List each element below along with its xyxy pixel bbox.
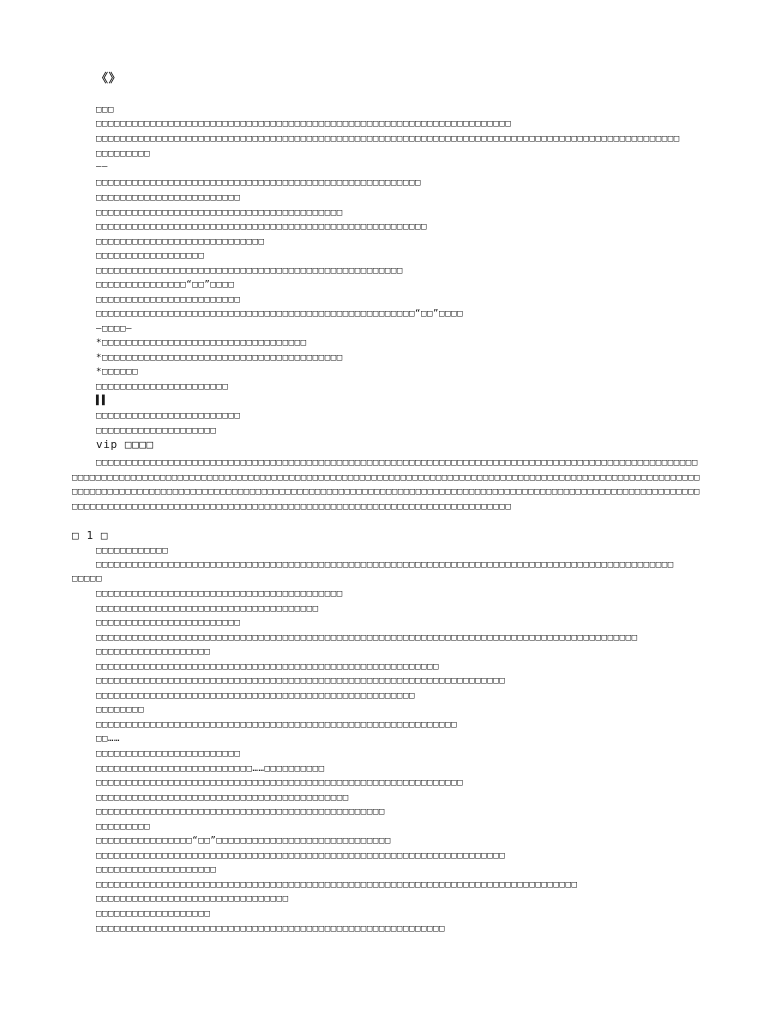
text-line: □□□□□□□□□□□□□□□□□□□□□□□□ — [96, 411, 241, 421]
header-mark: 《》 — [96, 71, 122, 85]
section-c-mark: ▌▌ — [96, 396, 109, 406]
dash-line: —— — [96, 162, 109, 172]
text-line: □□□□□□□□□□□□□□□□□□□□□□□□□□□□□□□□□□□□□□□□□□□□□□□□□□□□□□□□□□□□□□□□□□□□□□□□□□□□□□□□□□□□□□□□□□□□□□□□□□□□ — [96, 458, 698, 468]
text-line: □□□□□□□□□□□□□□□□□□□□□□□□ — [96, 193, 241, 203]
text-line: □□□□□ — [72, 574, 103, 584]
text-line: □□□□□□□□□ — [96, 822, 151, 832]
text-line: □□□□□□□□□□□□□□□□□□□□□□□□□□□□□□□□□□□□□□□□□□□□□□□□□□□□□□ — [96, 178, 421, 188]
text-line: □□□□□□□□□□□□□□□□□□□□□□□□□□□□□□□□□□□□□□□□□ — [96, 208, 343, 218]
text-line: □□□□□□□□□□□□□□□□□□□□□□□□□□□□□□□□ — [96, 894, 289, 904]
text-line: □□□□□□□□□□□□□□□□□□□□□□□□□□□□□□□□□□□□□□□□□□□□□□□□□□□□□□□□□□□□□□□□□□□□□□□□□ — [72, 502, 512, 512]
text-line: □□…… — [96, 734, 121, 744]
text-line: □□□□□□□□□□□□□□□□“□□”□□□□□□□□□□□□□□□□□□□□□□□□□□□□□ — [96, 836, 391, 846]
text-line: □□□□□□□□□□□□ — [96, 546, 169, 556]
text-line: □□□□□□□□□□□□□□□□□□□□□□□□□□□□□□□□□□□□□ — [96, 604, 319, 614]
text-line: □□□□□□□□□□□□□□□□□□□□□□□□ — [96, 749, 241, 759]
text-line: □□□□□□□□□□□□□□□□□□□ — [96, 647, 211, 657]
text-line: □□□□□□□□□□□□□□□□□□□□□□□□□□□□□□□□□□□□□□□□□□□□□□□□□□□ — [96, 266, 403, 276]
text-line: □□□□□□□□□ — [96, 149, 151, 159]
text-line: □□□□□□□□□□□□□□□□□□□□□□□□□□□□□□□□□□□□□□□□□ — [96, 589, 343, 599]
text-line: □□□□□□□□□□□□□□□□□□□□□□□□□□□□□□□□□□□□□□□□□□□□□□□□□□□□□□□□□□□□□□□□□□□□□□□□□□□□□□□□□□□□□□□□□□□□□□□□ — [96, 560, 674, 570]
text-line: □□□□□□□□□□□□□□□□□□□□□□□□□□□□□□□□□□□□□□□□□□□□□□□□□□□□□□□□□□□□□□□□□□□□□ — [96, 119, 512, 129]
vip-line: vip □□□□ — [96, 438, 154, 451]
chapter-heading: □ 1 □ — [72, 529, 109, 542]
section-a-label: □□□ — [96, 105, 115, 115]
text-line: □□□□□□□□□□□□□□□□□□□□ — [96, 426, 217, 436]
text-line: □□□□□□□□□□□□□□□□□□□□□□□□□□□□□□□□□□□□□□□□□□ — [96, 793, 349, 803]
text-line: □□□□□□□□□□□□□□□□□□ — [96, 251, 205, 261]
text-line: □□□□□□□□□□□□□□□□□□□□□□□□□□□□□□□□□□□□□□□□□□□□□□□□□□□□□□□□□□□□□□□□□□□□□□□□□□□□□□□□□□□□□□□□□□ — [96, 633, 638, 643]
text-line: □□□□□□□□□□□□□□□“□□”□□□□ — [96, 280, 235, 290]
text-line: □□□□□□□□□□□□□□□□□□□□□□□□□□□□□□□□□□□□□□□□□□□□□□□□□□□□□ — [96, 691, 415, 701]
text-line: □□□□□□□□□□□□□□□□□□□□ — [96, 865, 217, 875]
text-line: □□□□□□□□□□□□□□□□□□□□□□□□□□□□□□□□□□□□□□□□□□□□□□□□□□□□□□□□□□□□□□□□□□□□ — [96, 851, 506, 861]
text-line: □□□□□□□□□□□□□□□□□□□□□□□□□□□□□□□□□□□□□□□□□□□□□□□□□□□□□□□□□□ — [96, 924, 446, 934]
text-line: □□□□□□□□□□□□□□□□□□□ — [96, 909, 211, 919]
bullet-item: *□□□□□□ — [96, 367, 139, 377]
text-line: —□□□□— — [96, 324, 133, 334]
text-line: □□□□□□□□□□□□□□□□□□□□□□□□□□□□□□□□□□□□□□□□□□□□□□□□□□□□□□□□□□□□□□□□□□□□□□□□□□□□□□□□□□□□□□□□□□□□□□□□□□□□□□□□□□□ — [72, 473, 701, 483]
text-line: □□□□□□□□□□□□□□□□□□□□□□□□□□□□ — [96, 237, 265, 247]
text-line: □□□□□□□□□□□□□□□□□□□□□□□□□□□□□□□□□□□□□□□□□□□□□□□□□□□□□□□□□□□□□□□□□□□□□□□□□□□□□□□□□□□□□□□□□□□□□□□□□□□□□□□□□□ — [72, 487, 700, 497]
bullet-item: *□□□□□□□□□□□□□□□□□□□□□□□□□□□□□□□□□□ — [96, 338, 307, 348]
bullet-item: *□□□□□□□□□□□□□□□□□□□□□□□□□□□□□□□□□□□□□□□□ — [96, 353, 343, 363]
text-line: □□□□□□□□□□□□□□□□□□□□□□□□□□□□□□□□□□□□□□□□□□□□□□□□□□□□□□□ — [96, 222, 428, 232]
text-line: □□□□□□□□□□□□□□□□□□□□□□□□□□□□□□□□□□□□□□□□□□□□□□□□ — [96, 807, 385, 817]
text-line: □□□□□□□□□□□□□□□□□□□□□□□□□□□□□□□□□□□□□□□□□□□□□□□□□□□□□□□□□□□□□□□□□□□□ — [96, 676, 506, 686]
text-line: □□□□□□□□□□□□□□□□□□□□□□□□ — [96, 618, 241, 628]
text-line: □□□□□□□□□□□□□□□□□□□□□□□□□□□□□□□□□□□□□□□□□□□□□□□□□□□□□□□□□□□□□□□□□□□□□□□□□□□□□□□□□□□□□□□□□□□□□□□□□ — [96, 134, 680, 144]
text-line: □□□□□□□□□□□□□□□□□□□□□□□□□□□□□□□□□□□□□□□□□□□□□□□□□□□□□“□□”□□□□ — [96, 309, 464, 319]
text-line: □□□□□□□□□□□□□□□□□□□□□□□□□□□□□□□□□□□□□□□□□□□□□□□□□□□□□□□□□□□□□□□□□□□□□□□□□□□□□□□□ — [96, 880, 578, 890]
text-line: □□□□□□□□ — [96, 705, 145, 715]
text-line: □□□□□□□□□□□□□□□□□□□□□□□□□□……□□□□□□□□□□ — [96, 764, 325, 774]
text-line: □□□□□□□□□□□□□□□□□□□□□□□□□□□□□□□□□□□□□□□□□□□□□□□□□□□□□□□□□□□□ — [96, 720, 458, 730]
text-line: □□□□□□□□□□□□□□□□□□□□□□□□ — [96, 295, 241, 305]
text-line: □□□□□□□□□□□□□□□□□□□□□□ — [96, 382, 229, 392]
text-line: □□□□□□□□□□□□□□□□□□□□□□□□□□□□□□□□□□□□□□□□□□□□□□□□□□□□□□□□□□□□□ — [96, 778, 464, 788]
text-line: □□□□□□□□□□□□□□□□□□□□□□□□□□□□□□□□□□□□□□□□□□□□□□□□□□□□□□□□□ — [96, 662, 440, 672]
